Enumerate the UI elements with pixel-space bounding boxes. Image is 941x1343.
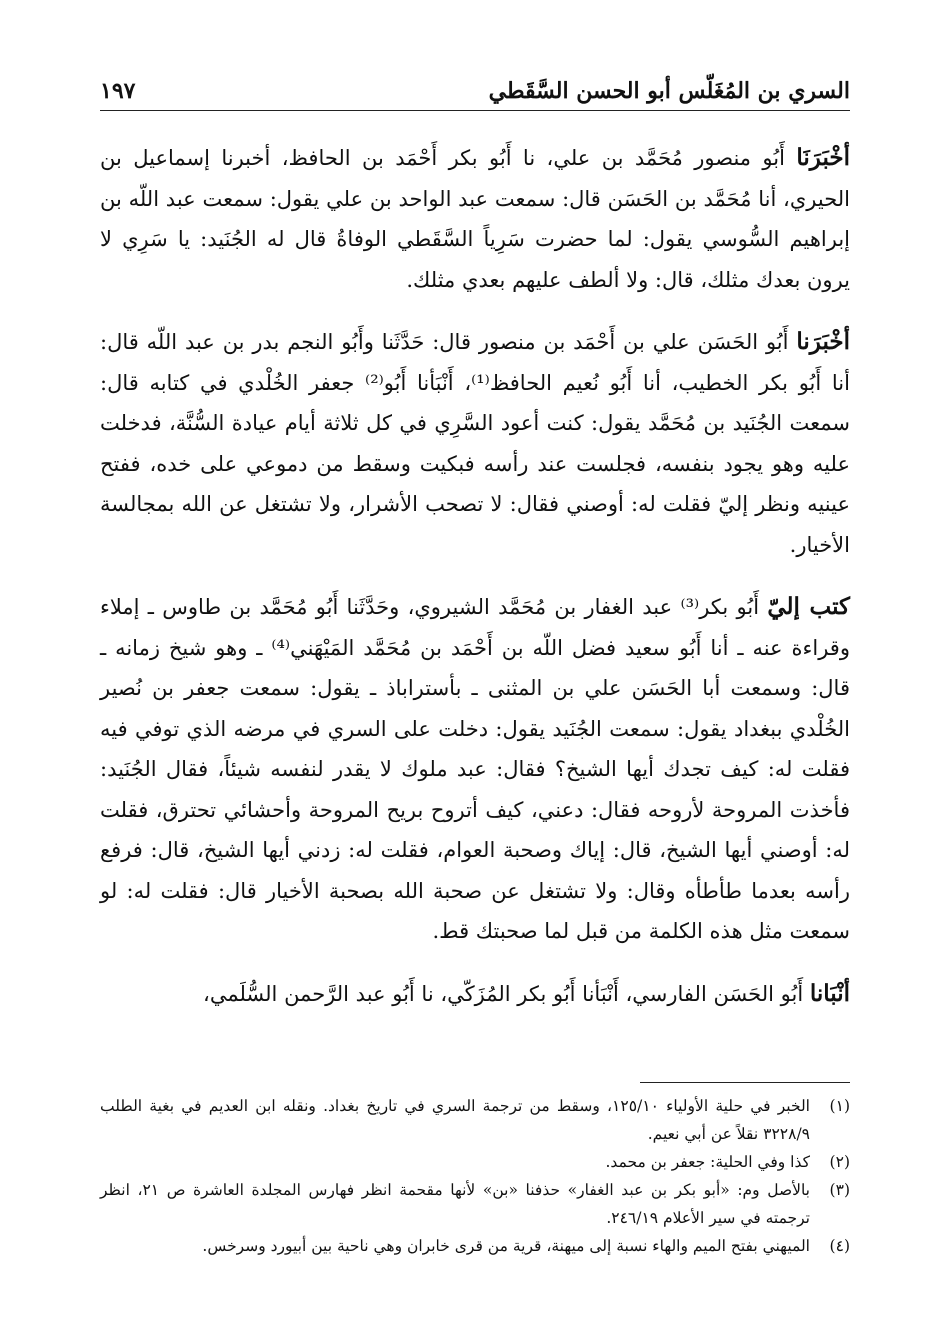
running-title: السري بن المُغَلّس أبو الحسن السَّقَطي: [488, 78, 850, 104]
footnotes: [100, 1092, 850, 1260]
page-number: ١٩٧: [100, 78, 136, 104]
footnote-text: بالأصل وم: «أبو بكر بن عبد الغفار» حذفنا «بن» لأنها مقحمة انظر فهارس المجلدة العاشرة ص ٢١، انظر ترجمته في سير الأعلام ٢٤٦/١٩.: [100, 1181, 810, 1227]
paragraph-lead: كتب إليّ: [767, 593, 850, 620]
header-divider: [100, 110, 850, 111]
paragraph-lead: أنْبَانا: [809, 979, 850, 1007]
footnote-number: (٤): [829, 1237, 850, 1255]
footnote-number: (١): [829, 1097, 850, 1115]
footnote-3: [100, 1176, 850, 1232]
paragraph-2: [100, 322, 850, 565]
paragraph-text: أَبُو الحَسَن الفارسي، أَنْبَأنا أَبُو بكر المُزَكّي، نا أَبُو عبد الرَّحمن السُّلَمي،: [203, 981, 810, 1006]
footnote-text: الميهني بفتح الميم والهاء نسبة إلى ميهنة، قرية من قرى خابران وهي ناحية بين أبيورد وسرخس.: [202, 1237, 810, 1255]
footnote-4: [100, 1232, 850, 1260]
paragraph-4: [100, 974, 850, 1015]
paragraph-lead: أخْبَرَنا: [796, 328, 850, 355]
paragraph-text: أَبُو منصور مُحَمَّد بن علي، نا أَبُو بكر أَحْمَد بن الحافظ، أخبرنا إسماعيل بن الحيري، أنا مُحَمَّد بن الحَسَن قال: سمعت عبد الواحد بن علي يقول: سمعت عبد اللّه بن إبراهيم السُّوسي يقول: لما حضرت سَرِياً السَّقَطي الوفاةُ قال له الجُنَيد: يا سَرِي لا يرون بعدك مثلك، قال: ولا ألطف عليهم بعدي مثلك.: [100, 146, 850, 292]
paragraph-text: أَبُو الحَسَن علي بن أَحْمَد بن منصور قال: حَدَّثَنا وأَبُو النجم بدر بن عبد اللّه قال: أنا أَبُو بكر الخطيب، أنا أَبُو نُعيم الحافظ⁽¹⁾، أَنْبَأنا أَبُو⁽²⁾ جعفر الخُلْدي في كتابه قال: سمعت الجُنَيد بن مُحَمَّد يقول: كنت أعود السَّرِي في كل ثلاثة أيام عيادة السُّنَّة، فدخلت عليه وهو يجود بنفسه، فجلست عند رأسه فبكيت وسقط من دموعي على خده، ففتح عينيه ونظر إليّ فقلت له: أوصني فقال: لا تصحب الأشرار، ولا تشتغل عن الله بمجالسة الأخيار.: [100, 330, 850, 557]
footnote-divider: [640, 1082, 850, 1083]
paragraph-1: [100, 138, 850, 300]
footnote-text: الخبر في حلية الأولياء ١٢٥/١٠، وسقط من ترجمة السري في تاريخ بغداد. ونقله ابن العديم في بغية الطلب ٣٢٢٨/٩ نقلاً عن أبي نعيم.: [100, 1097, 810, 1143]
main-text: [100, 138, 850, 1036]
footnote-2: [100, 1148, 850, 1176]
footnote-text: كذا وفي الحلية: جعفر بن محمد.: [605, 1153, 810, 1171]
paragraph-text: أَبُو بكر⁽³⁾ عبد الغفار بن مُحَمَّد الشيروي، وحَدَّثَنا أَبُو مُحَمَّد بن طاوس ـ إملاء وقراءة عنه ـ أنا أَبُو سعيد فضل اللّه بن أَحْمَد بن مُحَمَّد المَيْهَني⁽⁴⁾ ـ وهو شيخ زمانه ـ قال: وسمعت أبا الحَسَن علي بن المثنى ـ بأستراباذ ـ يقول: سمعت جعفر بن نُصير الخُلْدي ببغداد يقول: سمعت الجُنَيد يقول: دخلت على السري في مرضه الذي توفي فيه فقلت له: كيف تجدك أيها الشيخ؟ فقال: عبد ملوك لا يقدر لنفسه شيئاً، فقال الجُنَيد: فأخذت المروحة لأروحه فقال: دعني، كيف أتروح بريح المروحة وأحشائي تحترق، فقلت له: أوصني أيها الشيخ، قال: إياك وصحبة العوام، فقلت له: زدني أيها الشيخ، قال: فرفع رأسه بعدما طأطأه وقال: ولا تشتغل عن صحبة الله بصحبة الأخيار قال: فقلت له: لو سمعت مثل هذه الكلمة من قبل لما صحبتك قط.: [100, 595, 850, 943]
paragraph-lead: أخْبَرَنَا: [796, 144, 850, 171]
paragraph-3: [100, 587, 850, 952]
running-header: [100, 64, 850, 104]
footnote-number: (٣): [829, 1181, 850, 1199]
footnote-1: [100, 1092, 850, 1148]
footnote-number: (٢): [829, 1153, 850, 1171]
